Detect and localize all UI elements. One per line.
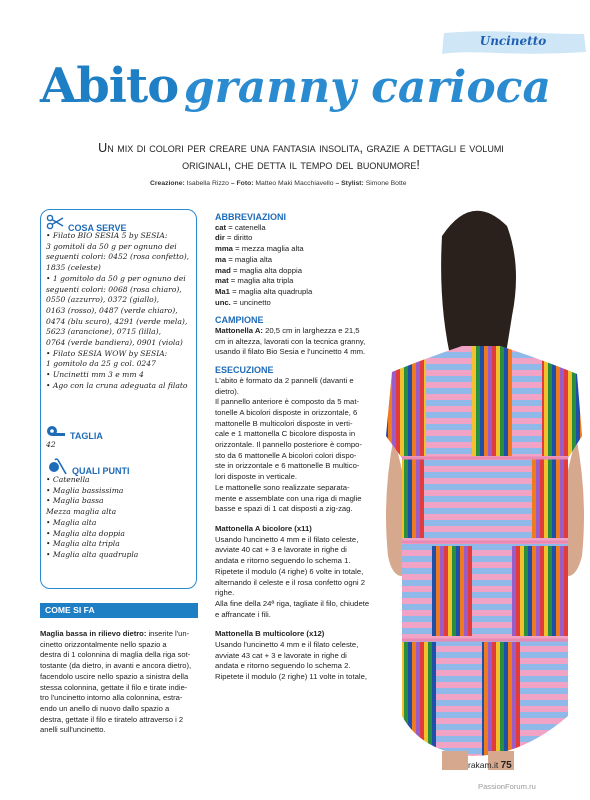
mattonella-a-line: righe. (215, 588, 235, 598)
abbreviation-value: = catenella (226, 222, 266, 232)
campione-lines (215, 337, 373, 358)
come-si-fa-line: destra di 1 colonnina di maglia della riga sot- (40, 650, 191, 660)
come-si-fa-line: stessa colonnina, gettate il filo e tirate indie- (40, 682, 188, 692)
abbreviation-value: = diritto (224, 233, 253, 243)
esecuzione-line: mente e assemblate con una riga di maglie (215, 493, 362, 503)
abbreviation-row (215, 244, 373, 255)
mattonella-a-line: e affrancate i fili. (215, 609, 271, 619)
stitch-item: Mezza maglia alta (46, 507, 117, 517)
materials-line: • Ago con la cruna adeguata al filato (46, 380, 188, 390)
esecuzione-line: dietro). (215, 386, 239, 396)
campione-title: CAMPIONE (215, 315, 264, 326)
abbreviation-row (215, 266, 373, 277)
stitch-item: • Maglia bassa (46, 496, 104, 506)
abbreviation-row (215, 223, 373, 234)
watermark: PassionForum.ru (478, 782, 536, 791)
section-tab-label: Uncinetto (479, 34, 547, 48)
credit-label-2: – Foto: (230, 180, 254, 187)
page-footer (468, 760, 512, 771)
campione-line: usando il filato Bio Sesia e l'uncinetto 4 mm. (215, 347, 366, 357)
esecuzione-title: ESECUZIONE (215, 365, 274, 376)
come-si-fa-line: anelli sull'uncinetto. (40, 725, 106, 735)
abbreviation-value: = maglia alta doppia (230, 265, 302, 275)
abbreviation-value: = uncinetto (230, 297, 271, 307)
stitch-item: • Catenella (46, 475, 90, 484)
abbreviation-row (215, 287, 373, 298)
come-si-fa-line: tro l'uncinetto intorno alla colonnina, estra- (40, 693, 183, 703)
esecuzione-line: sto da 6 mattonelle A bicolori colori dispo- (215, 450, 357, 460)
stitch-item: • Maglia alta (46, 517, 97, 527)
abbreviation-row (215, 298, 373, 309)
page-number: 75 (500, 760, 512, 771)
esecuzione-line: cale e 1 mattonella C bicolore disposta in (215, 429, 356, 439)
materials-line: seguenti colori: 0068 (rosa chiaro), (46, 284, 182, 294)
instructions-column (215, 212, 373, 683)
campione-lead: Mattonella A: (215, 326, 263, 336)
come-si-fa-title: COME SI FA (45, 605, 95, 615)
abbreviation-key: Ma1 (215, 286, 230, 296)
abbreviation-key: mat (215, 276, 229, 286)
cosa-serve-title: COSA SERVE (68, 223, 127, 233)
mattonella-b-line: Ripetete il modulo (2 righe) 11 volte in totale, (215, 672, 367, 682)
esecuzione-line: lori disposte in verticale. (215, 472, 298, 482)
mattonella-a-line: Ripetete il modulo (4 righe) 6 volte in totale, (215, 566, 364, 576)
mattonella-b-line: Usando l'uncinetto 4 mm e il filato celeste, (215, 640, 359, 650)
esecuzione-lines (215, 376, 373, 515)
mattonella-b-lines (215, 640, 373, 683)
abbreviation-key: dir (215, 233, 225, 243)
abbreviation-key: mad (215, 265, 231, 275)
esecuzione-line: L'abito è formato da 2 pannelli (davanti e (215, 375, 354, 385)
esecuzione-line: basse e spazi di 1 cat disposti a zig-zag. (215, 504, 353, 514)
come-si-fa-line: endo un anello di nuovo dallo spazio a (40, 703, 170, 713)
mattonella-a-line: avviate 40 cat + 3 e lavorate in righe di (215, 545, 347, 555)
abbreviation-key: mma (215, 244, 233, 254)
materials-line: 1835 (celeste) (46, 263, 101, 273)
materials-line: 0764 (verde bandiera), 0901 (viola) (46, 338, 183, 348)
taglia-title: TAGLIA (70, 431, 103, 441)
mattonella-a-lines (215, 535, 373, 621)
subtitle-line-2: originali, che detta il tempo del buonumore! (182, 158, 420, 172)
come-si-fa-line: cinetto orizzontalmente nello spazio a (40, 639, 167, 649)
materials-line: • Filato BIO SESIA 5 by SESIA: (46, 231, 168, 240)
taglia-value: 42 (46, 440, 56, 449)
mattonella-a-line: alternando il celeste e il rosa confetto ogni 2 (215, 577, 366, 587)
credit-value-3: Simone Botte (365, 180, 407, 187)
stitch-item: • Maglia alta tripla (46, 539, 120, 549)
campione-first-line: 20,5 cm in larghezza e 21,5 (262, 326, 360, 336)
come-si-fa-line: tostante (da dietro, in avanti e ancora dietro), (40, 661, 192, 671)
quali-punti-title: QUALI PUNTI (72, 466, 130, 476)
abbreviation-key: ma (215, 254, 227, 264)
mattonella-a-title: Mattonella A bicolore (x11) (215, 523, 312, 533)
materials-line: 5623 (arancione), 0715 (lilla), (46, 327, 162, 337)
materials-line: • Filato SESIA WOW by SESIA: (46, 348, 168, 358)
quali-punti-list (46, 475, 196, 561)
abbreviazioni-title: ABBREVIAZIONI (215, 212, 287, 222)
campione-line: cm in altezza, lavorati con la tecnica granny, (215, 336, 366, 346)
credit-value-2: Matteo Maki Macchiavello (255, 180, 334, 187)
credits (150, 180, 530, 187)
esecuzione-line: orizzontale. Il pannello posteriore è compo- (215, 440, 362, 450)
credit-label-1: Creazione: (150, 180, 185, 187)
mattonella-b-title: Mattonella B multicolore (x12) (215, 629, 325, 639)
cosa-serve-list (46, 231, 196, 392)
credit-label-3: – Stylist: (335, 180, 364, 187)
come-si-fa-first-line: inserite l'un- (146, 629, 190, 638)
stitch-item: • Maglia bassissima (46, 485, 124, 495)
article-title (40, 58, 570, 114)
come-si-fa-text (40, 629, 200, 736)
materials-line: 3 gomitoli da 50 g per ognuno dei (46, 241, 177, 251)
abbreviation-row (215, 255, 373, 266)
come-si-fa-lead: Maglia bassa in rilievo dietro: (40, 629, 147, 638)
mattonella-b-line: andata e ritorno seguendo lo schema 2. (215, 661, 351, 671)
mattonella-b-line: avviate 43 cat + 3 e lavorate in righe di (215, 650, 347, 660)
come-si-fa-line: destra, gettate il filo e tiratelo attraverso i 2 (40, 714, 184, 724)
abbreviation-value: = maglia alta tripla (228, 276, 294, 286)
title-part-1: Abito (40, 58, 179, 114)
stitch-item: • Maglia alta doppia (46, 528, 125, 538)
materials-line: 0163 (rosso), 0487 (verde chiaro), (46, 305, 178, 315)
materials-line: • Uncinetti mm 3 e mm 4 (46, 370, 144, 380)
materials-line: 0550 (azzurro), 0372 (giallo), (46, 295, 160, 305)
article-subtitle (66, 140, 536, 174)
come-si-fa-line: facendolo uscire nello spazio a sinistra della (40, 671, 189, 681)
abbreviazioni-list (215, 223, 373, 309)
esecuzione-line: Le mattonelle sono realizzate separata- (215, 482, 350, 492)
materials-line: seguenti colori: 0452 (rosa confetto), (46, 252, 190, 262)
esecuzione-line: ste in orizzontale e 6 mattonelle B multico- (215, 461, 360, 471)
credit-value-1: Isabella Rizzo (186, 180, 229, 187)
stitch-item: • Maglia alta quadrupla (46, 549, 139, 559)
esecuzione-line: mattonelle B multicolori disposte in verti- (215, 418, 353, 428)
abbreviation-value: = maglia alta quadrupla (229, 286, 313, 296)
come-si-fa-lines (40, 640, 200, 736)
title-part-2: granny carioca (183, 62, 551, 113)
mattonella-a-line: Alla fine della 24ª riga, tagliate il filo, chiudete (215, 598, 370, 608)
abbreviation-key: cat (215, 222, 227, 232)
materials-line: • 1 gomitolo da 50 g per ognuno dei (46, 273, 186, 283)
come-si-fa-bar (40, 603, 198, 618)
footer-site: rakam.it (468, 760, 499, 770)
mattonella-a-line: Usando l'uncinetto 4 mm e il filato celeste, (215, 534, 359, 544)
section-tab (438, 30, 588, 56)
abbreviation-value: = maglia alta (226, 254, 273, 264)
abbreviation-value: = mezza maglia alta (232, 244, 304, 254)
dress-photo (372, 196, 590, 770)
abbreviation-row (215, 276, 373, 287)
subtitle-line-1: Un mix di colori per creare una fantasia insolita, grazie a dettagli e volumi (98, 141, 504, 155)
abbreviation-key: unc. (215, 297, 231, 307)
esecuzione-line: tonelle A bicolori disposte in orizzontale, 6 (215, 407, 358, 417)
materials-line: 1 gomitolo da 25 g col. 0247 (46, 359, 156, 369)
materials-line: 0474 (blu scuro), 4291 (verde mela), (46, 316, 188, 326)
abbreviation-row (215, 233, 373, 244)
mattonella-a-line: andata e ritorno seguendo lo schema 1. (215, 556, 351, 566)
esecuzione-line: Il pannello anteriore è composto da 5 mat- (215, 397, 360, 407)
